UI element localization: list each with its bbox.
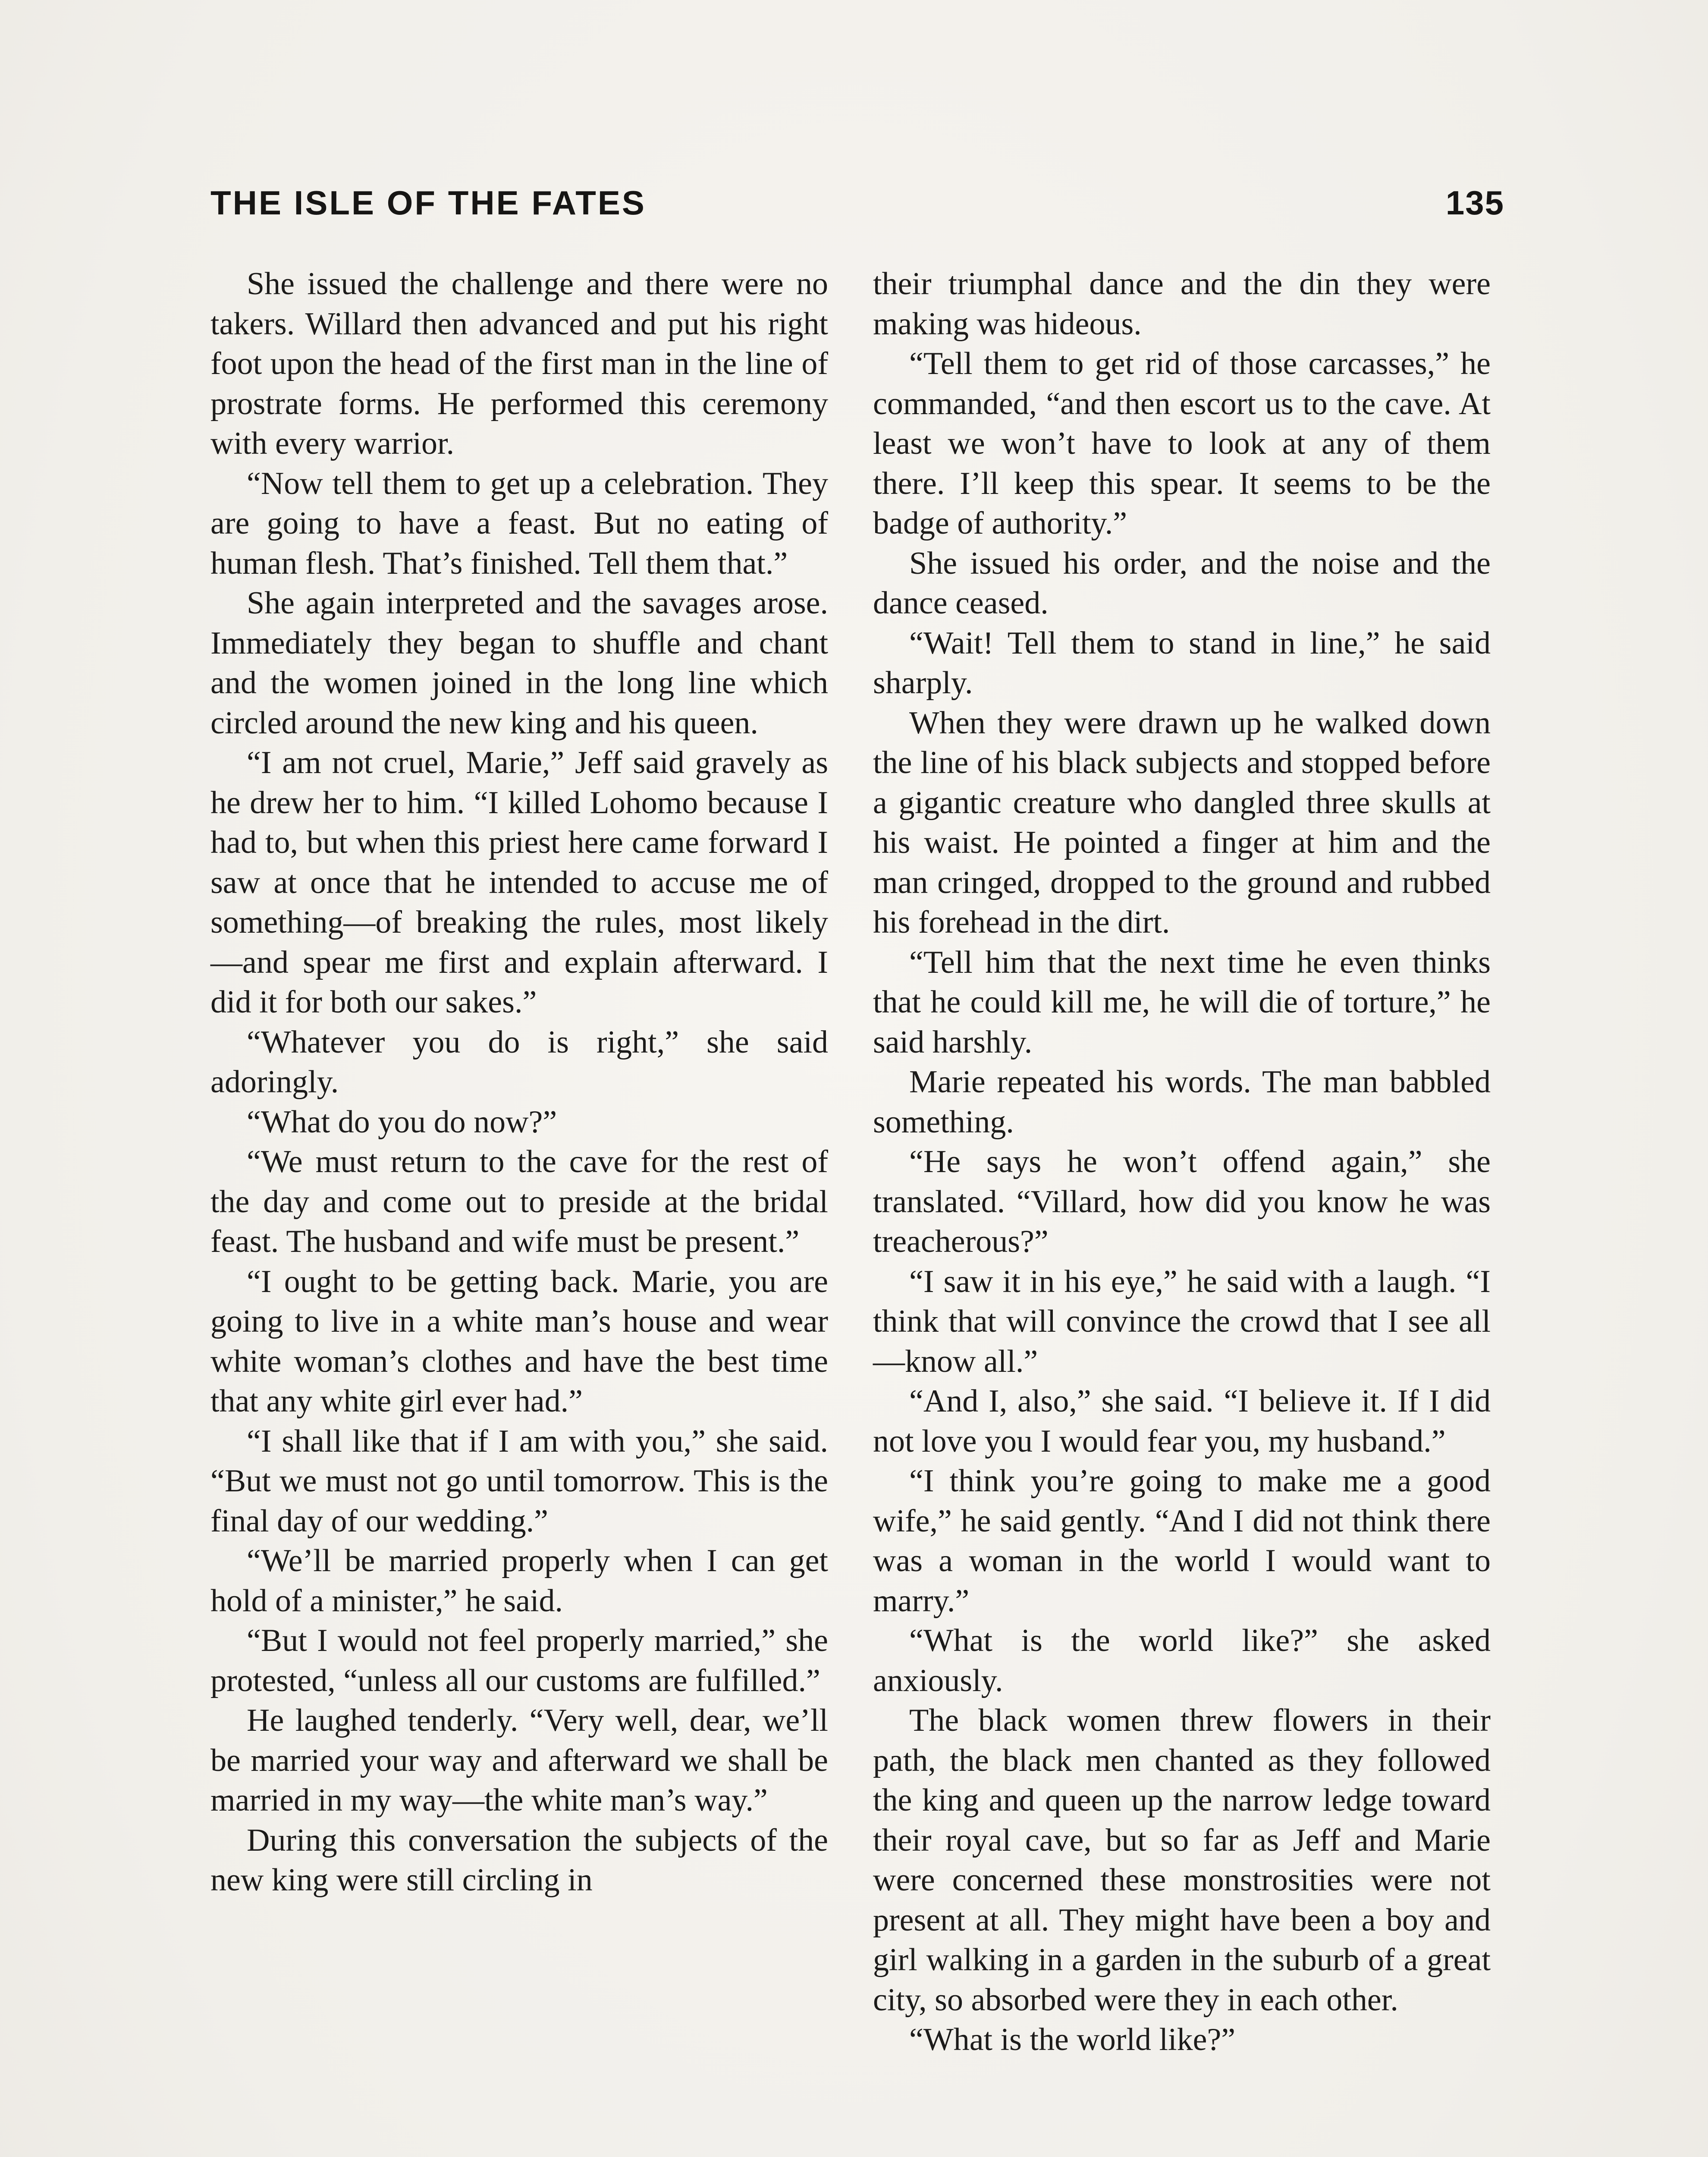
paragraph: Marie repeated his words. The man babbled something. — [873, 1064, 1491, 1140]
paragraph: “Tell him that the next time he even thinks that he could kill me, he will die of torture,” he said harshly. — [873, 944, 1491, 1060]
paragraph: “I ought to be getting back. Marie, you are going to live in a white man’s house and wear white woman’s clothes and have the best time that any white girl ever had.” — [210, 1264, 828, 1419]
paragraph: “What is the world like?” — [909, 2022, 1236, 2057]
running-title: THE ISLE OF THE FATES — [210, 184, 646, 222]
paragraph: “Wait! Tell them to stand in line,” he said sharply. — [873, 625, 1491, 701]
paragraph: “I saw it in his eye,” he said with a laugh. “I think that will convince the crowd that I see all—know all.” — [873, 1264, 1491, 1379]
paragraph: He laughed tenderly. “Very well, dear, we’ll be married your way and afterward we shall be married in my way—the white man’s way.” — [210, 1703, 828, 1818]
paragraph: When they were drawn up he walked down the line of his black subjects and stopped before a gigantic creature who dangled three skulls at his waist. He pointed a finger at him and the man cringed, dropped to the ground and rubbed his forehead in the dirt. — [873, 705, 1491, 940]
paragraph: “Whatever you do is right,” she said adoringly. — [210, 1024, 828, 1100]
paragraph: “He says he won’t offend again,” she translated. “Villard, how did you know he was treacherous?” — [873, 1144, 1491, 1259]
paragraph: She issued his order, and the noise and the dance ceased. — [873, 545, 1491, 621]
paragraph: “I think you’re going to make me a good wife,” he said gently. “And I did not think there was a woman in the world I would want to marry.” — [873, 1463, 1491, 1619]
paragraph: “But I would not feel properly married,” she protested, “unless all our customs are fulfilled.” — [210, 1623, 828, 1698]
paragraph: “I am not cruel, Marie,” Jeff said gravely as he drew her to him. “I killed Lohomo because I had to, but when this priest here came forward I saw at once that he intended to accuse me of something—of breaking the rules, most likely—and spear me first and explain afterward. I did it for both our sakes.” — [210, 745, 828, 1020]
paragraph: “We must return to the cave for the rest of the day and come out to preside at the bridal feast. The husband and wife must be present.” — [210, 1144, 828, 1259]
paragraph: The black women threw flowers in their path, the black men chanted as they followed the king and queen up the narrow ledge toward their royal cave, but so far as Jeff and Marie were concerned these monstrosities were not present at all. They might have been a boy and girl walking in a garden in the suburb of a great city, so absorbed were they in each other. — [873, 1703, 1491, 2018]
paragraph: She issued the challenge and there were no takers. Willard then advanced and put his right foot upon the head of the first man in the line of prostrate forms. He performed this ceremony with every warrior. — [210, 266, 828, 461]
paragraph: During this conversation the subjects of the new king were still circling in — [210, 1822, 828, 1898]
paragraph: “I shall like that if I am with you,” she said. “But we must not go until tomorrow. This is the final day of our wedding.” — [210, 1423, 828, 1539]
paragraph: “What is the world like?” she asked anxiously. — [873, 1623, 1491, 1698]
paragraph: She again interpreted and the savages arose. Immediately they began to shuffle and chant and the women joined in the long line which circled around the new king and his queen. — [210, 585, 828, 741]
page-number: 135 — [1445, 184, 1504, 222]
paragraph: “And I, also,” she said. “I believe it. If I did not love you I would fear you, my husband.” — [873, 1383, 1491, 1459]
paragraph: “We’ll be married properly when I can get hold of a minister,” he said. — [210, 1543, 828, 1619]
paragraph: “What do you do now?” — [247, 1104, 557, 1140]
right-text-column — [873, 264, 1491, 2157]
left-text-column — [210, 264, 828, 2157]
paragraph: “Tell them to get rid of those carcasses,” he commanded, “and then escort us to the cave. At least we won’t have to look at any of them there. I’ll keep this spear. It seems to be the badge of authority.” — [873, 346, 1491, 541]
running-head — [210, 183, 1504, 231]
paragraph-continuation: their triumphal dance and the din they were making was hideous. — [873, 266, 1491, 342]
paragraph: “Now tell them to get up a celebration. They are going to have a feast. But no eating of human flesh. That’s finished. Tell them that.” — [210, 465, 828, 581]
